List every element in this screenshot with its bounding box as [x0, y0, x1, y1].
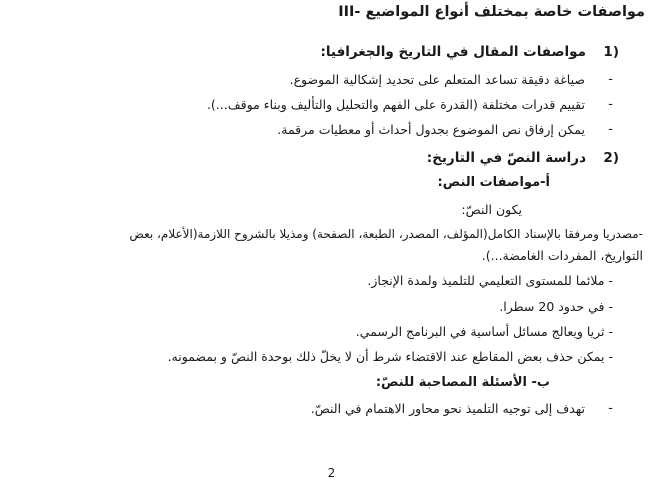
text-item-3: - في حدود 20 سطرا. [499, 299, 613, 314]
bullet-marker: - [608, 122, 613, 137]
section-1-bullet-2: تقييم قدرات مختلفة (القدرة على الفهم والتحليل والتأليف وبناء موقف...). [206, 97, 585, 112]
text-intro: يكون النصّ: [461, 202, 522, 217]
section-1-number: 1) [603, 44, 619, 60]
text-item-4: - ثريا ويعالج مسائل أساسية في البرنامج الرسمي. [355, 324, 613, 339]
subsection-b-bullet: تهدف إلى توجيه التلميذ نحو محاور الاهتمام في النصّ. [310, 401, 585, 416]
subsection-a-title: أ-مواصفات النص: [437, 175, 550, 190]
section-1-bullet-3: يمكن إرفاق نص الموضوع بجدول أحداث أو معطيات مرقمة. [277, 122, 585, 137]
bullet-marker: - [608, 97, 613, 112]
bullet-marker: - [608, 401, 613, 416]
text-item-2: - ملائما للمستوى التعليمي للتلميذ ولمدة الإنجاز. [367, 273, 613, 288]
section-2-title: دراسة النصّ في التاريخ: [426, 150, 586, 166]
text-item-1-cont: التواريخ، المفردات الغامضة...). [481, 248, 643, 263]
bullet-marker: - [608, 72, 613, 87]
subsection-b-title: ب- الأسئلة المصاحبة للنصّ: [375, 375, 550, 390]
section-1-bullet-1: صياغة دقيقة تساعد المتعلم على تحديد إشكالية الموضوع. [289, 72, 585, 87]
section-2-number: 2) [603, 150, 619, 166]
page-number: 2 [327, 466, 336, 480]
text-item-1: -مصدريا ومرفقا بالإسناد الكامل(المؤلف، المصدر، الطبعة، الصفحة) ومذيلا بالشروح اللازمة(الأعلام، بعض [129, 227, 643, 241]
section-title: III- مواصفات خاصة بمختلف أنواع المواضيع [338, 4, 645, 20]
text-item-5: - يمكن حذف بعض المقاطع عند الاقتضاء شرط أن لا يخلّ ذلك بوحدة النصّ و بمضمونه. [167, 349, 613, 364]
section-1-title: مواصفات المقال في التاريخ والجغرافيا: [320, 44, 586, 60]
